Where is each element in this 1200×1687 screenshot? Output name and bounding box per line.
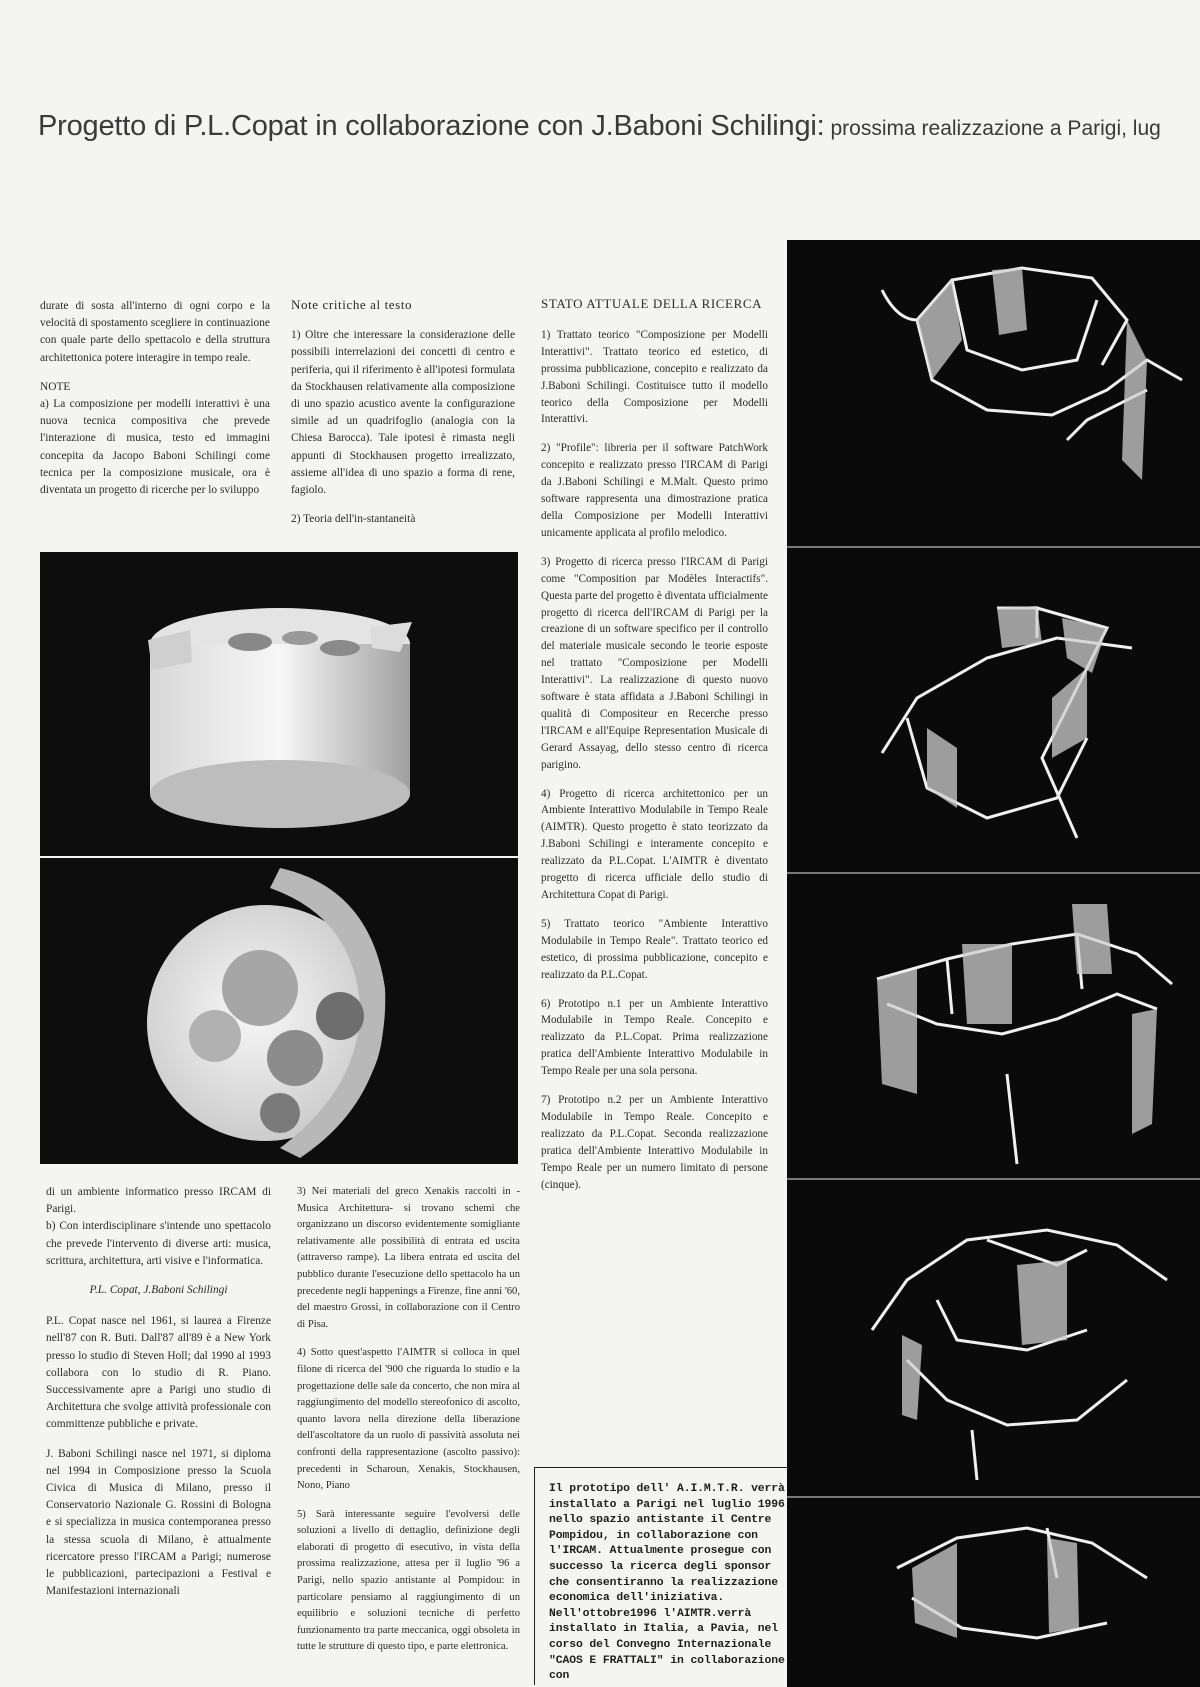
rendering-strip xyxy=(787,240,1200,1687)
headline-main: Progetto di P.L.Copat in collaborazione con J.Baboni Schilingi: xyxy=(38,110,825,142)
page-headline xyxy=(38,110,1161,143)
headline-sub: prossima realizzazione a Parigi, lug xyxy=(830,117,1161,140)
note-label: NOTE xyxy=(40,380,71,393)
research-item-7: 7) Prototipo n.2 per un Ambiente Interattivo Modulabile in Tempo Reale. Concepito e realizzato da P.L.Copat. Seconda realizzazione pratica dell'Ambiente Interattivo Modulabile in Tempo Reale per un numero limitato di persone (cinque). xyxy=(541,1094,768,1191)
rendering-panel-4 xyxy=(787,1180,1200,1498)
announcement-paris: Il prototipo dell' A.I.M.T.R. verrà installato a Parigi nel luglio 1996 nello spazio antistante il Centre Pompidou, in collaborazione con l'IRCAM. Attualmente prosegue con successo la ricerca degli sponsor che consentiranno la realizzazione economica dell'iniziativa. xyxy=(549,1483,785,1605)
research-item-4: 4) Progetto di ricerca architettonico per un Ambiente Interattivo Modulabile in Tempo Reale (AIMTR). Questo progetto è stato teorizzato da J.Baboni Schilingi e interamente concepito e realizzato da P.L.Copat. L'AIMTR è diventato progetto di ricerca ufficiale dello studio di Architettura Copat di Parigi. xyxy=(541,787,768,901)
model-photo-side-view xyxy=(40,552,518,856)
bio-baboni: J. Baboni Schilingi nasce nel 1971, si diploma nel 1994 in Composizione presso la Scuola Civica di Musica di Milano, presso il Conservatorio Nazionale G. Rossini di Bologna e si specializza in musica contemporanea presso la stessa scuola di Milano, è attualmente ricercatore presso l'IRCAM a Parigi; numerose le pubblicazioni, partecipazioni a Festival e Manifestazioni internazionali xyxy=(46,1447,271,1598)
research-item-5: 5) Trattato teorico "Ambiente Interattivo Modulabile in Tempo Reale". Trattato teorico ed estetico, di prossima pubblicazione, concepito e realizzato da P.L.Copat. xyxy=(541,917,768,981)
research-item-1: 1) Trattato teorico "Composizione per Modelli Interattivi". Trattato teorico ed estetico, di prossima pubblicazione, concepito e realizzato da J.Baboni Schilingi. Costituisce tutto il modello teorico della Composizione per Modelli Interattivi. xyxy=(541,328,768,426)
critical-note-1: 1) Oltre che interessare la considerazione delle possibili interrelazioni dei concetti di centro e periferia, qui il riferimento è all'ipotesi formulata da Stockhausen relativamente alla composizione di uno spazio acustico avente la configurazione simile ad un quadrifoglio (analogia con la Chiesa Barocca). Tale ipotesi è rimasta negli appunti di Stockhausen progetto irrealizzato, assieme all'idea di uno spazio a forma di rene, fagiolo. xyxy=(291,329,515,497)
research-item-6: 6) Prototipo n.1 per un Ambiente Interattivo Modulabile in Tempo Reale. Concepito e realizzato da P.L.Copat. Prima realizzazione pratica dell'Ambiente Interattivo Modulabile in Tempo Reale per una sola persona. xyxy=(541,997,768,1078)
note-a: a) La composizione per modelli interattivi è una nuova tecnica compositiva che prevede l'interazione di musica, testo ed immagini concepita da Jacopo Baboni Schilingi come tecnica per la composizione musicale, ora è diventata un progetto di ricerche per lo sviluppo xyxy=(40,398,270,497)
note-a-continued: di un ambiente informatico presso IRCAM di Parigi. xyxy=(46,1186,271,1216)
critical-notes-heading: Note critiche al testo xyxy=(291,297,413,312)
rendering-panel-3 xyxy=(787,874,1200,1180)
research-status-heading: STATO ATTUALE DELLA RICERCA xyxy=(541,296,763,311)
critical-note-5: 5) Sarà interessante seguire l'evolversi delle soluzioni a livello di dettaglio, definizione degli elaborati di progetto di esecutivo, in vista della prossima realizzazione, attesa per il luglio '96 a Parigi, nello spazio antistante al Pompidou: in particolare pensiamo al raggiungimento di un equilibrio e soluzioni tecniche di perfetto funzionamento tra parte meccanica, oggi obsoleta in tutte le strutture di questo tipo, e parte elettronica. xyxy=(297,1508,520,1653)
rendering-panel-2 xyxy=(787,548,1200,874)
announcement-pavia: Nell'ottobre1996 l'AIMTR.verrà installato in Italia, a Pavia, nel corso del Convegno Internazionale "CAOS E FRATTALI" in collaborazione con xyxy=(549,1607,785,1683)
critical-note-2: 2) Teoria dell'in-stantaneità xyxy=(291,513,416,526)
critical-note-3: 3) Nei materiali del greco Xenakis raccolti in - Musica Architettura- si trovano schemi che organizzano un discorso evidentemente somigliante relativamente alle possibilità di entrata ed uscita (attraverso rampe). La libera entrata ed uscita del pubblico durante l'esecuzione dello spettacolo ha un precedente negli happenings a Firenze, fine anni '60, del maestro Grossi, in collaborazione con il Centro di Pisa. xyxy=(297,1186,520,1330)
bio-copat: P.L. Copat nasce nel 1961, si laurea a Firenze nell'87 con R. Buti. Dall'87 all'89 è a New York presso lo studio di Steven Holl; dal 1990 al 1993 collabora con lo studio di R. Piano. Successivamente apre a Parigi uno studio di Architettura che svolge attività professionale con committenze pubbliche e private. xyxy=(46,1315,271,1431)
rendering-panel-1 xyxy=(787,240,1200,548)
note-b: b) Con interdisciplinare s'intende uno spettacolo che prevede l'intervento di diverse arti: musica, scrittura, architettura, arti visive e l'informatica. xyxy=(46,1220,271,1267)
column-2-bottom xyxy=(297,1184,520,1668)
column-1-top xyxy=(40,298,270,511)
signature: P.L. Copat, J.Baboni Schilingi xyxy=(89,1284,228,1297)
critical-note-4: 4) Sotto quest'aspetto l'AIMTR si colloca in quel filone di ricerca del '900 che riguarda lo studio e la progettazione delle sale da concerto, che non mira al raggiungimento del modello stereofonico di ascolto, quanto lavora nella direzione della liberazione dell'ascoltatore da un ruolo di passività assoluta nei confronti della rappresentazione (ascolto passivo): precedenti in Scharoun, Xenakis, Stockhausen, Nono, Piano xyxy=(297,1347,520,1492)
model-photo-top-view xyxy=(40,858,518,1164)
research-item-3: 3) Progetto di ricerca presso l'IRCAM di Parigi come "Composition par Modèles Interactifs". Questa parte del progetto è diventata ufficialmente progetto di ricerca dell'IRCAM di Parigi per la creazione di un software specifico per il controllo del materiale musicale secondo le teorie esposte nel trattato "Composizione per Modelli Interattivi". La realizzazione di questo nuovo software è stata affidata a J.Baboni Schilingi in qualità di Compositeur en Recerche presso l'IRCAM e all'Equipe Representation Musicale di Gerard Assayag, dello stesso centro di ricerca parigino. xyxy=(541,555,768,771)
announcement-box xyxy=(534,1467,787,1685)
rendering-panel-5 xyxy=(787,1498,1200,1687)
column-3 xyxy=(541,296,768,1206)
intro-paragraph: durate di sosta all'interno di ogni corpo e la velocità di spostamento scegliere in continuazione con quale parte dello spettacolo e della struttura architettonica potere interagire in tempo reale. xyxy=(40,300,270,364)
column-2-top xyxy=(291,296,515,540)
research-item-2: 2) "Profile": libreria per il software PatchWork concepito e realizzato presso l'IRCAM di Parigi da J.Baboni Schilingi e M.Malt. Questo primo software rappresenta una dimostrazione pratica della Composizione per Modelli Interattivi unicamente applicata al profilo melodico. xyxy=(541,442,768,539)
column-1-bottom xyxy=(46,1184,271,1612)
